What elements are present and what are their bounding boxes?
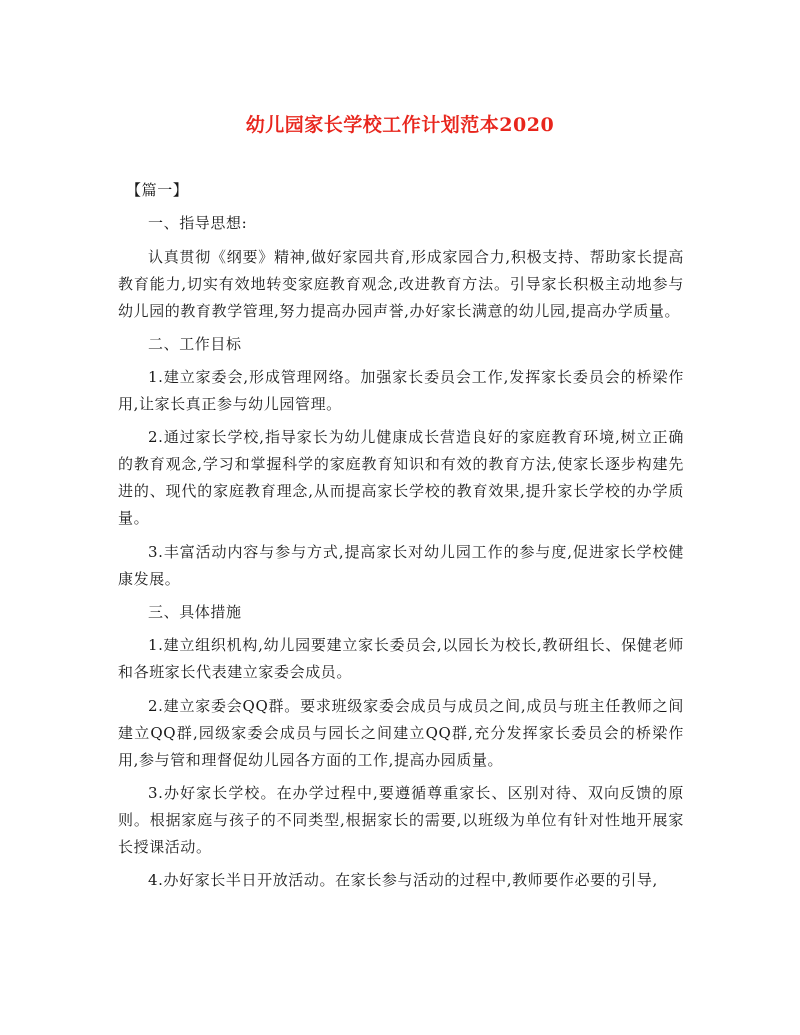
document-body [118,177,684,901]
paragraph-measure-1: 1.建立组织机构,幼儿园要建立家长委员会,以园长为校长,教研组长、保健老师和各班家长代表建立家委会成员。 [118,636,684,682]
section-heading-work-goals: 二、工作目标 [148,334,242,353]
paragraph-guiding-thought: 认真贯彻《纲要》精神,做好家园共育,形成家园合力,积极支持、帮助家长提高教育能力,切实有效地转变家庭教育观念,改进教育方法。引导家长积极主动地参与幼儿园的教育教学管理,努力提高办园声誉,办好家长满意的幼儿园,提高办学质量。 [118,247,684,320]
section-heading-measures: 三、具体措施 [148,603,242,622]
paragraph-measure-4: 4.办好家长半日开放活动。在家长参与活动的过程中,教师要作必要的引导, [148,871,658,890]
page-title: 幼儿园家长学校工作计划范本2020 [245,114,555,136]
section-heading-guiding-thought: 一、指导思想: [148,214,248,233]
paragraph-goal-1: 1.建立家委会,形成管理网络。加强家长委员会工作,发挥家长委员会的桥梁作用,让家长真正参与幼儿园管理。 [118,368,684,414]
paragraph-goal-2: 2.通过家长学校,指导家长为幼儿健康成长营造良好的家庭教育环境,树立正确的教育观念,学习和掌握科学的家庭教育知识和有效的教育方法,使家长逐步构建先进的、现代的家庭教育理念,从而提高家长学校的教育效果,提升家长学校的办学质量。 [118,428,684,528]
paragraph-measure-3: 3.办好家长学校。在办学过程中,要遵循尊重家长、区别对待、双向反馈的原则。根据家庭与孩子的不同类型,根据家长的需要,以班级为单位有针对性地开展家长授课活动。 [118,783,684,856]
paragraph-measure-2: 2.建立家委会QQ群。要求班级家委会成员与成员之间,成员与班主任教师之间建立QQ群,园级家委会成员与园长之间建立QQ群,充分发挥家长委员会的桥梁作用,参与管和理督促幼儿园各方面的工作,提高办园质量。 [118,696,684,769]
part-label: 【篇一】 [126,181,189,199]
paragraph-goal-3: 3.丰富活动内容与参与方式,提高家长对幼儿园工作的参与度,促进家长学校健康发展。 [118,542,684,588]
